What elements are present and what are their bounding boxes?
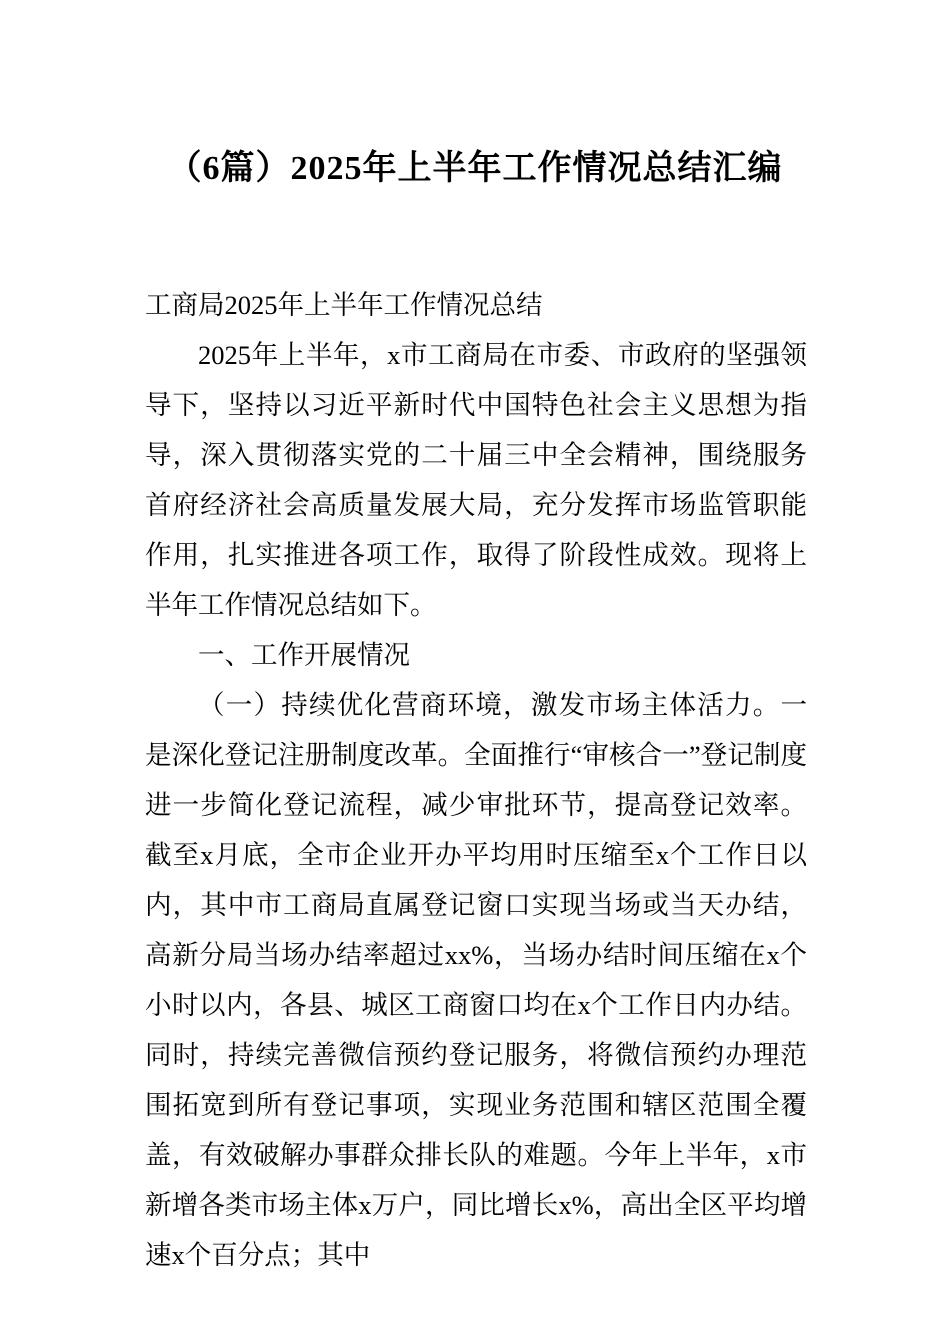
document-body <box>145 280 807 1280</box>
section-heading: 工商局2025年上半年工作情况总结 <box>145 290 543 320</box>
intro-paragraph: 2025年上半年，x市工商局在市委、市政府的坚强领导下，坚持以习近平新时代中国特色社会主义思想为指导，深入贯彻落实党的二十届三中全会精神，围绕服务首府经济社会高质量发展大局，充分发挥市场监管职能作用，扎实推进各项工作，取得了阶段性成效。现将上半年工作情况总结如下。 <box>145 340 807 620</box>
paragraph-business-environment: （一）持续优化营商环境，激发市场主体活力。一是深化登记注册制度改革。全面推行“审核合一”登记制度进一步简化登记流程，减少审批环节，提高登记效率。截至x月底，全市企业开办平均用时压缩至x个工作日以内，其中市工商局直属登记窗口实现当场或当天办结，高新分局当场办结率超过xx%，当场办结时间压缩在x个小时以内，各县、城区工商窗口均在x个工作日内办结。同时，持续完善微信预约登记服务，将微信预约办理范围拓宽到所有登记事项，实现业务范围和辖区范围全覆盖，有效破解办事群众排长队的难题。今年上半年，x市新增各类市场主体x万户，同比增长x%，高出全区平均增速x个百分点；其中 <box>145 690 807 1270</box>
heading-work-progress: 一、工作开展情况 <box>198 640 410 670</box>
document-title: （6篇）2025年上半年工作情况总结汇编 <box>167 150 783 187</box>
